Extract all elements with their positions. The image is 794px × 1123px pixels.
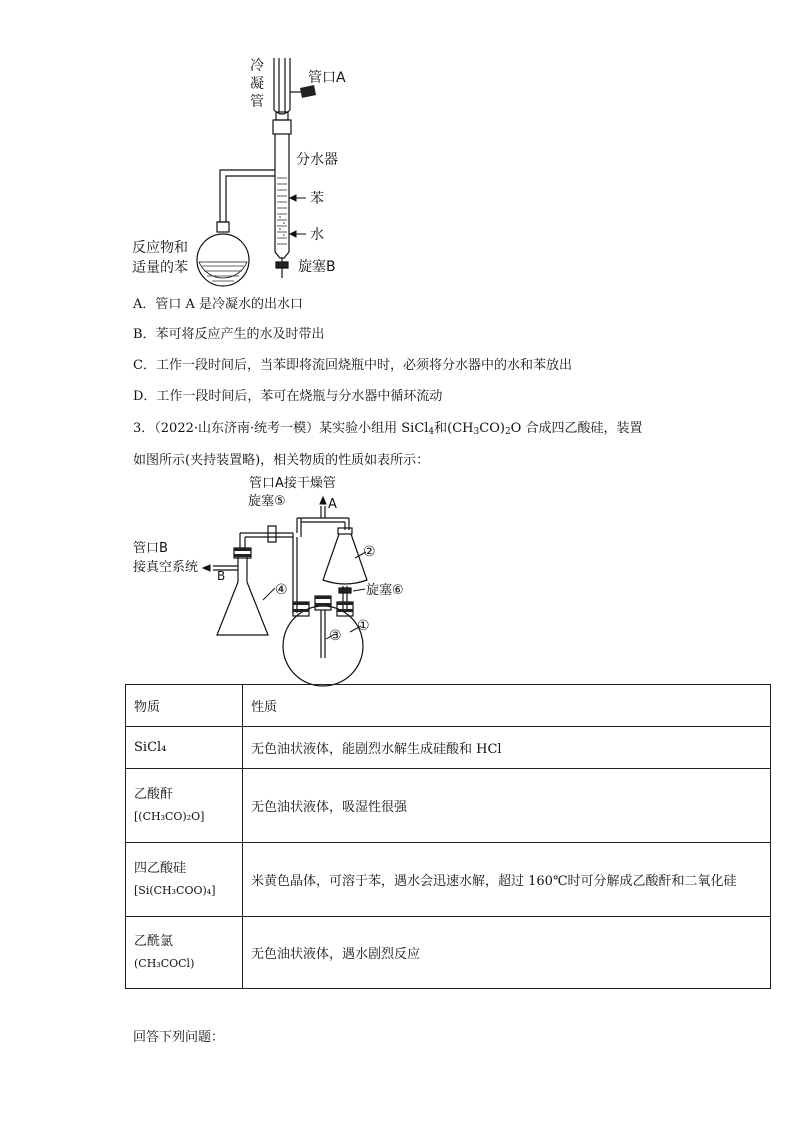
substance-cell bbox=[126, 917, 243, 989]
q1-sub3: 2 bbox=[504, 427, 511, 437]
label-b: B bbox=[217, 569, 226, 583]
header-property: 性质 bbox=[243, 685, 771, 727]
label-3: ③ bbox=[329, 628, 342, 644]
option-c: C．工作一段时间后，当苯即将流回烧瓶中时，必须将分水器中的水和苯放出 bbox=[133, 358, 572, 373]
substance-cell bbox=[126, 769, 243, 843]
label-stopcock-b: 旋塞B bbox=[298, 259, 336, 275]
label-1: ① bbox=[357, 618, 370, 634]
substance-cell bbox=[126, 843, 243, 917]
table-row bbox=[126, 917, 771, 989]
option-d: D．工作一段时间后，苯可在烧瓶与分水器中循环流动 bbox=[133, 389, 443, 404]
q1-mid1: 和(CH bbox=[434, 421, 474, 436]
figure-water-separator bbox=[120, 52, 420, 292]
label-vacuum: 接真空系统 bbox=[133, 560, 199, 575]
label-water: 水 bbox=[310, 227, 324, 243]
label-reactants-1: 反应物和 bbox=[132, 240, 188, 256]
label-separator: 分水器 bbox=[296, 152, 338, 168]
side-arm bbox=[217, 170, 275, 232]
substance-formula: (CH₃COCl) bbox=[134, 956, 195, 970]
q1-pre: 3．（2022·山东济南·统考一模）某实验小组用 SiCl bbox=[133, 421, 429, 436]
header-substance: 物质 bbox=[126, 685, 243, 727]
option-b: B．苯可将反应产生的水及时带出 bbox=[133, 327, 325, 342]
condenser-shape bbox=[274, 58, 290, 120]
label-2: ② bbox=[363, 544, 376, 560]
properties-table bbox=[125, 684, 771, 989]
label-reactants-2: 适量的苯 bbox=[132, 260, 188, 276]
table-row bbox=[126, 769, 771, 843]
label-4: ④ bbox=[275, 582, 288, 598]
q1-sub2: 3 bbox=[473, 427, 480, 437]
label-port-b: 管口B bbox=[133, 541, 168, 556]
property-cell: 无色油状液体，吸湿性很强 bbox=[243, 769, 771, 843]
label-benzene: 苯 bbox=[310, 191, 324, 207]
label-condenser-3: 管 bbox=[250, 94, 264, 110]
pointer-arrows bbox=[290, 195, 306, 237]
q1-mid2: CO) bbox=[479, 421, 505, 436]
label-stopcock-6: 旋塞⑥ bbox=[366, 583, 404, 598]
label-port-a: 管口A bbox=[308, 70, 346, 86]
property-cell: 无色油状液体，遇水剧烈反应 bbox=[243, 917, 771, 989]
table-row bbox=[126, 843, 771, 917]
property-cell: 无色油状液体，能剧烈水解生成硅酸和 HCl bbox=[243, 727, 771, 769]
question-line-1 bbox=[133, 420, 642, 441]
q1-sub1: 4 bbox=[428, 427, 435, 437]
port-a-tube bbox=[290, 85, 316, 98]
label-a: A bbox=[328, 497, 337, 512]
substance-name: 乙酰氯 bbox=[134, 933, 174, 949]
label-condenser-1: 冷 bbox=[250, 58, 264, 74]
option-a: A．管口 A 是冷凝水的出水口 bbox=[133, 297, 304, 312]
figure-synthesis-apparatus bbox=[125, 470, 425, 688]
substance-name: SiCl₄ bbox=[134, 739, 167, 755]
answer-prompt: 回答下列问题： bbox=[133, 1030, 225, 1045]
separator-shape bbox=[273, 120, 291, 278]
round-flask bbox=[197, 234, 249, 286]
label-stopcock-5: 旋塞⑤ bbox=[248, 494, 286, 509]
property-cell: 米黄色晶体，可溶于苯，遇水会迅速水解，超过 160℃时可分解成乙酸酐和二氧化硅 bbox=[243, 843, 771, 917]
label-condenser-2: 凝 bbox=[250, 76, 264, 92]
water-separator-diagram bbox=[120, 52, 420, 292]
substance-cell bbox=[126, 727, 243, 769]
q1-post: O 合成四乙酸硅，装置 bbox=[510, 421, 643, 436]
table-header-row bbox=[126, 685, 771, 727]
question-line-2: 如图所示(夹持装置略)，相关物质的性质如表所示： bbox=[133, 453, 430, 468]
substance-formula: [Si(CH₃COO)₄] bbox=[134, 883, 216, 897]
separator-liquid bbox=[276, 174, 288, 250]
substance-formula: [(CH₃CO)₂O] bbox=[134, 809, 205, 823]
label-port-a-dryer: 管口A接干燥管 bbox=[249, 476, 336, 491]
substance-name: 四乙酸硅 bbox=[134, 860, 187, 876]
table-row bbox=[126, 727, 771, 769]
substance-name: 乙酸酐 bbox=[134, 786, 174, 802]
apparatus-lines bbox=[213, 506, 367, 686]
synthesis-apparatus-diagram bbox=[125, 470, 425, 688]
